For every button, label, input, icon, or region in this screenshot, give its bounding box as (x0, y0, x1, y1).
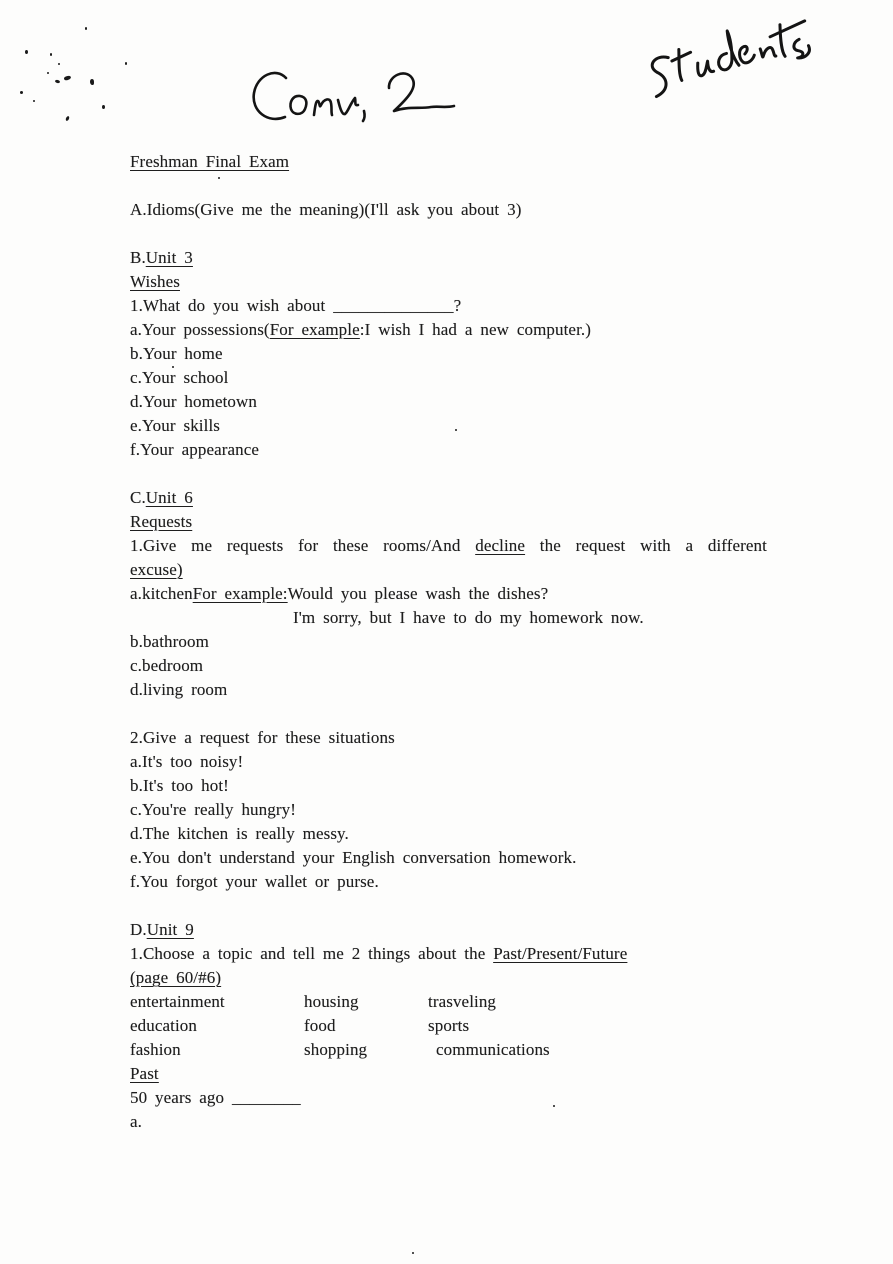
section-d-question-1: 1.Choose a topic and tell me 2 things about the Past/Present/Future (130, 944, 628, 963)
section-d-heading: D.Unit 9 (130, 920, 194, 939)
section-c-q2-item-a: a.It's too noisy! (130, 752, 244, 771)
section-b-item-c: c.Your school (130, 368, 229, 387)
section-c-q2-item-d: d.The kitchen is really messy. (130, 824, 349, 843)
ink-speck (58, 63, 60, 65)
section-c-item-d: d.living room (130, 680, 228, 699)
topic-cell: housing (304, 992, 359, 1011)
ink-speck (33, 100, 35, 102)
section-c-item-a: a.kitchenFor example:Would you please wash the dishes? (130, 584, 549, 603)
section-b-topic: Wishes (130, 272, 180, 291)
section-d-prompt: 50 years ago ________ (130, 1088, 301, 1107)
topic-cell: shopping (304, 1040, 368, 1059)
section-c-q2-item-c: c.You're really hungry! (130, 800, 296, 819)
section-d-subheading-past: Past (130, 1064, 159, 1083)
ink-speck (55, 79, 61, 83)
section-c-heading: C.Unit 6 (130, 488, 193, 507)
ink-speck (85, 27, 87, 30)
topic-cell: sports (428, 1016, 470, 1035)
section-b-item-e: e.Your skills (130, 416, 220, 435)
section-c-unit: Unit 6 (145, 488, 193, 507)
section-c-question-1-carry: excuse) (130, 560, 183, 579)
section-b-item-f: f.Your appearance (130, 440, 260, 459)
topic-row-3 (130, 1038, 770, 1062)
section-d-item-a: a. (130, 1112, 142, 1131)
handwritten-course-label (248, 64, 463, 128)
section-b-item-b: b.Your home (130, 344, 223, 363)
ink-speck (90, 79, 94, 85)
exam-title (130, 150, 770, 174)
ink-speck (47, 72, 49, 74)
ink-speck (412, 1252, 414, 1254)
ink-speck (64, 75, 72, 81)
topic-row-1 (130, 990, 770, 1014)
section-c-q2-item-b: b.It's too hot! (130, 776, 229, 795)
handwritten-students-label (633, 0, 825, 116)
fill-in-blank: ________ (231, 1088, 301, 1107)
section-c-question-2: 2.Give a request for these situations (130, 728, 395, 747)
ink-speck (50, 53, 52, 56)
section-b-item-d: d.Your hometown (130, 392, 258, 411)
section-a-idioms-line: A.Idioms(Give me the meaning)(I'll ask you about 3) (130, 200, 522, 219)
section-c-item-a-reply: I'm sorry, but I have to do my homework now. (293, 608, 644, 627)
fill-in-blank: ______________ (333, 296, 454, 315)
section-d-page-ref: (page 60/#6) (130, 968, 222, 987)
topic-row-2 (130, 1014, 770, 1038)
section-c-topic: Requests (130, 512, 193, 531)
exam-document (130, 150, 770, 1134)
ink-speck (125, 62, 127, 65)
section-c-question-1: 1.Give me requests for these rooms/And decline the request with a different (130, 536, 767, 555)
exam-title-text: Freshman Final Exam (130, 152, 290, 171)
topic-cell: trasveling (428, 992, 497, 1011)
section-b-unit: Unit 3 (145, 248, 193, 267)
section-b-heading: B.Unit 3 (130, 248, 193, 267)
section-c-item-b: b.bathroom (130, 632, 209, 651)
topic-cell: communications (436, 1040, 550, 1059)
section-c-item-c: c.bedroom (130, 656, 204, 675)
ink-speck (25, 50, 28, 54)
section-d-unit: Unit 9 (146, 920, 194, 939)
ink-speck (102, 105, 105, 109)
topic-cell: fashion (130, 1040, 181, 1059)
section-b-item-a: a.Your possessions(For example:I wish I had a new computer.) (130, 320, 592, 339)
section-c-q2-item-f: f.You forgot your wallet or purse. (130, 872, 379, 891)
section-b-question: 1.What do you wish about ______________? (130, 296, 462, 315)
topic-cell: food (304, 1016, 336, 1035)
ink-speck (65, 116, 70, 122)
topic-cell: education (130, 1016, 197, 1035)
ink-speck (20, 91, 23, 94)
topic-cell: entertainment (130, 992, 225, 1011)
section-c-q2-item-e: e.You don't understand your English conversation homework. (130, 848, 577, 867)
